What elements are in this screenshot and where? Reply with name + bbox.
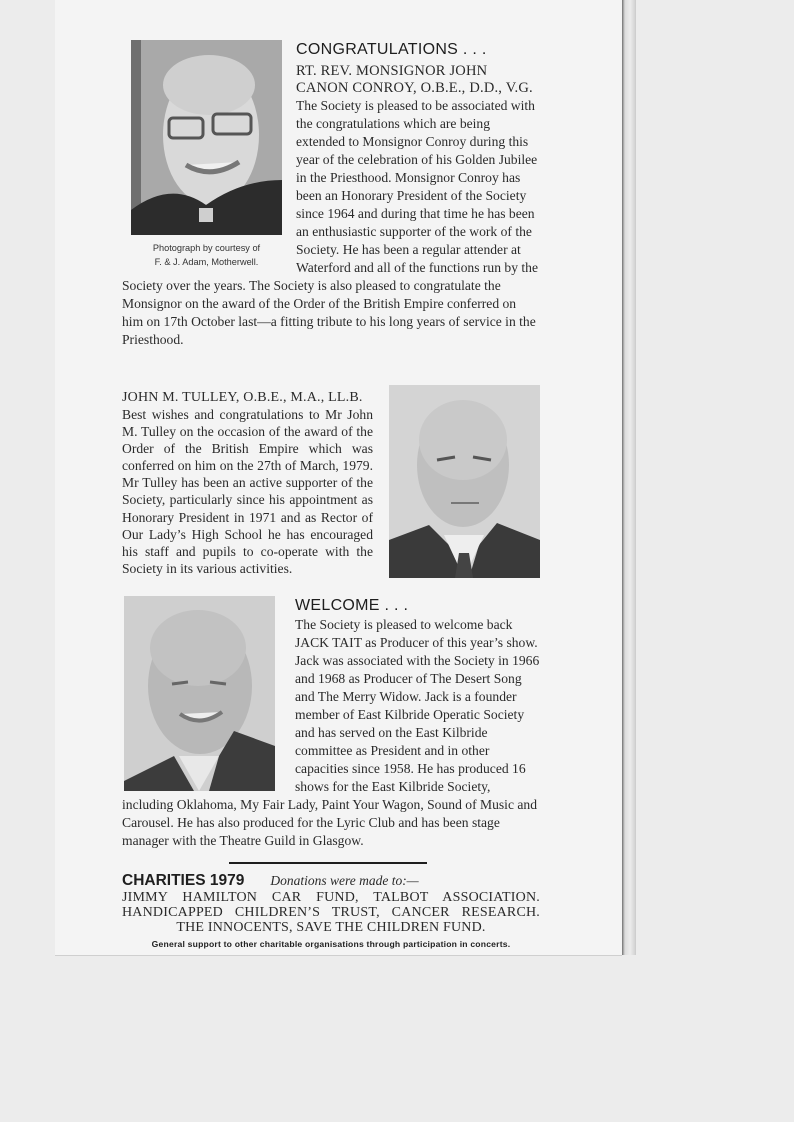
caption-line-2: F. & J. Adam, Motherwell. xyxy=(154,257,259,267)
congratulations-heading: CONGRATULATIONS . . . xyxy=(296,41,487,58)
tulley-section xyxy=(122,389,540,582)
welcome-section xyxy=(122,596,540,850)
tulley-heading: JOHN M. TULLEY, O.B.E., M.A., LL.B. xyxy=(122,390,363,405)
charities-section xyxy=(122,872,540,950)
welcome-heading: WELCOME . . . xyxy=(295,597,409,614)
charity-line-3: THE INNOCENTS, SAVE THE CHILDREN FUND. xyxy=(176,920,486,935)
charity-line-1: JIMMY HAMILTON CAR FUND, TALBOT ASSOCIATION. xyxy=(122,890,540,905)
welcome-body-narrow: The Society is pleased to welcome back JACK TAIT as Producer of this year’s show. Jack was associated with the Society in 1966 and 1968 as Producer of The Desert Song and The Merry Widow. Jack is a founder member of East Kilbride Operatic Society and has served on the East Kilbride committee as President and in other capacities since 1958. He has produced 16 shows for the East Kilbride Society, including Oklahoma, My Fair Lady, Paint Your Wagon, Sound of Music xyxy=(122,617,540,812)
page-content xyxy=(122,40,540,950)
portrait-image xyxy=(124,596,275,791)
charities-header xyxy=(122,872,540,890)
charities-general-note: General support to other charitable organisations through participation in concerts. xyxy=(151,939,511,949)
photo-block-conroy xyxy=(131,40,282,269)
section-divider xyxy=(229,862,427,864)
charities-title: CHARITIES 1979 xyxy=(122,872,245,889)
caption-line-1: Photograph by courtesy of xyxy=(152,243,261,253)
welcome-body-wide: and Carousel. He has also produced for the Lyric Club and has been stage manager with the Theatre Guild in Glasgow. xyxy=(122,797,538,848)
photo-jack-tait xyxy=(124,596,275,791)
page-fold-edge xyxy=(622,0,636,955)
congratulations-section xyxy=(122,40,540,349)
monsignor-name-line-2: CANON CONROY, O.B.E., D.D., V.G. xyxy=(296,80,533,96)
photo-caption xyxy=(131,241,282,269)
portrait-image xyxy=(389,385,540,578)
tulley-body: Best wishes and congratulations to Mr John M. Tulley on the occasion of the award of the Order of the British Empire which was conferred on him on the 27th of March, 1979. Mr Tulley has been an active supporter of the Society, particularly since his appointment as Honorary President in 1971 and as Rector of Our Lady’s High School he has encouraged his staff and pupils to co-operate with the Society in its various activities. xyxy=(122,407,373,576)
congratulations-body-wide: to congratulate the Monsignor on the award of the Order of the British Empire conferred on him on 17th October last—a fitting tribute to his long years of service in the Priesthood. xyxy=(122,278,536,347)
photo-john-tulley xyxy=(389,385,540,578)
photo-block-tait xyxy=(124,596,275,791)
photo-monsignor-conroy xyxy=(131,40,282,235)
portrait-image xyxy=(131,40,282,235)
charity-line-2: HANDICAPPED CHILDREN’S TRUST, CANCER RESEARCH. xyxy=(122,905,540,920)
photo-block-tulley xyxy=(389,385,540,578)
congratulations-body-narrow: The Society is pleased to be associated with the congratulations which are being extended to Monsignor Conroy during this year of the celebration of his Golden Jubilee in the Priesthood. Monsignor Conroy has been an Honorary President of the Society since 1964 and during that time he has been an enthusiastic supporter of the work of the Society. He has been a regular attender at Waterford and all of the functions run by the Society over the years. The Society is also pleased xyxy=(122,98,539,293)
charities-intro: Donations were made to:— xyxy=(270,873,419,888)
monsignor-name-line-1: RT. REV. MONSIGNOR JOHN xyxy=(296,63,488,79)
